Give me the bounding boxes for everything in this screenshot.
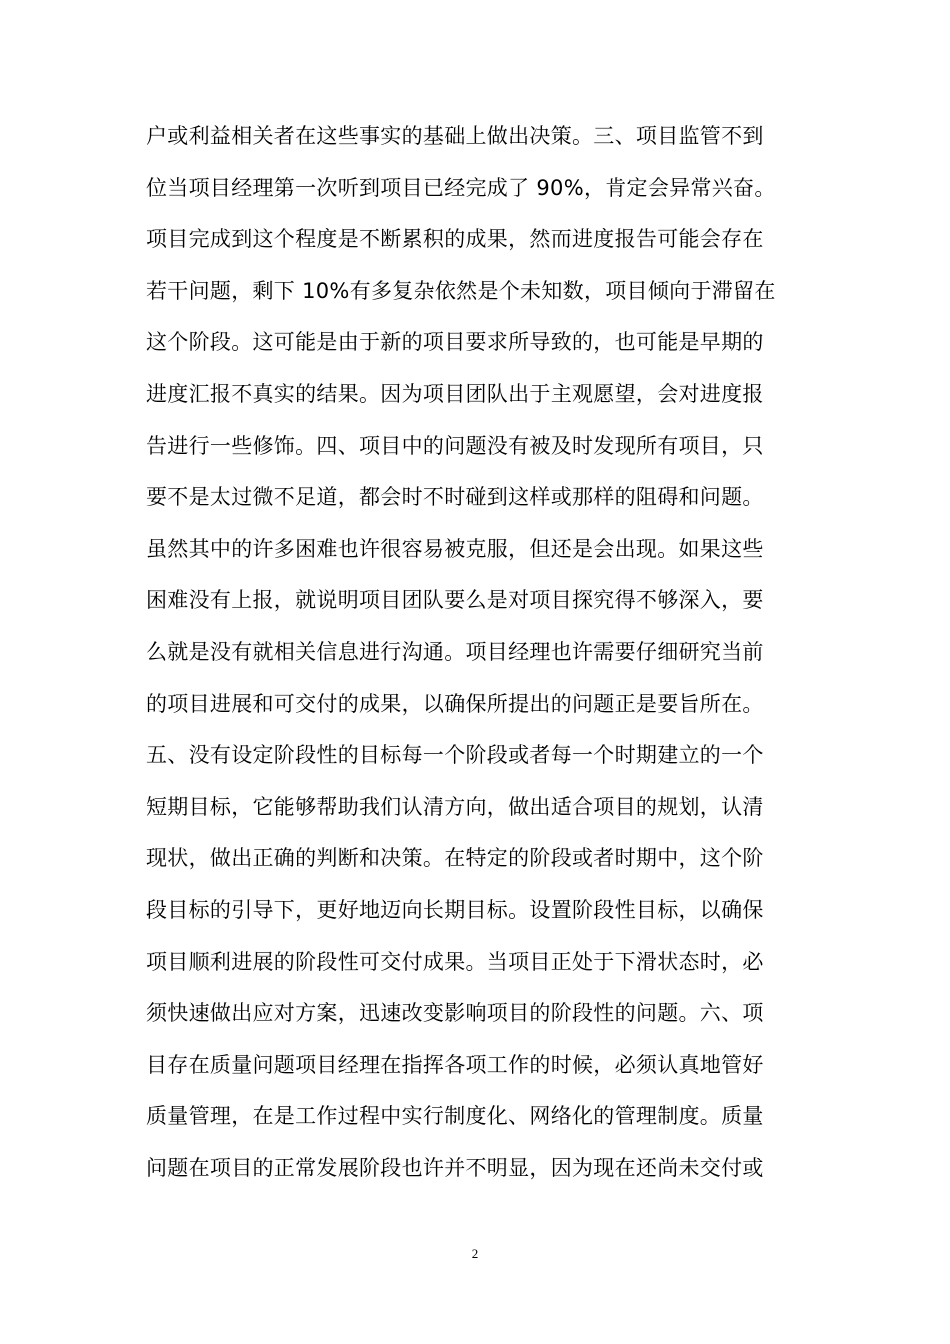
text-line: 质量管理，在是工作过程中实行制度化、网络化的管理制度。质量 [146, 1104, 764, 1129]
text-line: 现状，做出正确的判断和决策。在特定的阶段或者时期中，这个阶 [146, 846, 764, 871]
text-line: 项目顺利进展的阶段性可交付成果。当项目正处于下滑状态时，必 [146, 949, 764, 974]
text-line: 的项目进展和可交付的成果，以确保所提出的问题正是要旨所在。 [146, 691, 764, 716]
text-line: 项目完成到这个程度是不断累积的成果，然而进度报告可能会存在 [146, 227, 764, 252]
text-line: 困难没有上报，就说明项目团队要么是对项目探究得不够深入，要 [146, 588, 764, 613]
text-line: 目存在质量问题项目经理在指挥各项工作的时候，必须认真地管好 [146, 1052, 764, 1077]
text-line: 须快速做出应对方案，迅速改变影响项目的阶段性的问题。六、项 [146, 1001, 764, 1026]
text-line: 短期目标，它能够帮助我们认清方向，做出适合项目的规划，认清 [146, 794, 764, 819]
text-line: 虽然其中的许多困难也许很容易被克服，但还是会出现。如果这些 [146, 536, 764, 561]
text-line: 五、没有设定阶段性的目标每一个阶段或者每一个时期建立的一个 [146, 743, 764, 768]
text-line: 进度汇报不真实的结果。因为项目团队出于主观愿望，会对进度报 [146, 381, 764, 406]
text-line: 么就是没有就相关信息进行沟通。项目经理也许需要仔细研究当前 [146, 639, 764, 664]
text-line: 段目标的引导下，更好地迈向长期目标。设置阶段性目标，以确保 [146, 897, 764, 922]
text-line: 问题在项目的正常发展阶段也许并不明显，因为现在还尚未交付或 [146, 1155, 764, 1180]
text-line: 要不是太过微不足道，都会时不时碰到这样或那样的阻碍和问题。 [146, 485, 764, 510]
text-line: 位当项目经理第一次听到项目已经完成了 90%，肯定会异常兴奋。 [146, 175, 776, 200]
text-line: 这个阶段。这可能是由于新的项目要求所导致的，也可能是早期的 [146, 330, 764, 355]
text-line: 告进行一些修饰。四、项目中的问题没有被及时发现所有项目，只 [146, 433, 764, 458]
document-body [146, 118, 806, 1201]
text-line: 若干问题，剩下 10%有多复杂依然是个未知数，项目倾向于滞留在 [146, 278, 776, 303]
text-line: 户或利益相关者在这些事实的基础上做出决策。三、项目监管不到 [146, 124, 764, 148]
page-number: 2 [471, 1246, 479, 1261]
